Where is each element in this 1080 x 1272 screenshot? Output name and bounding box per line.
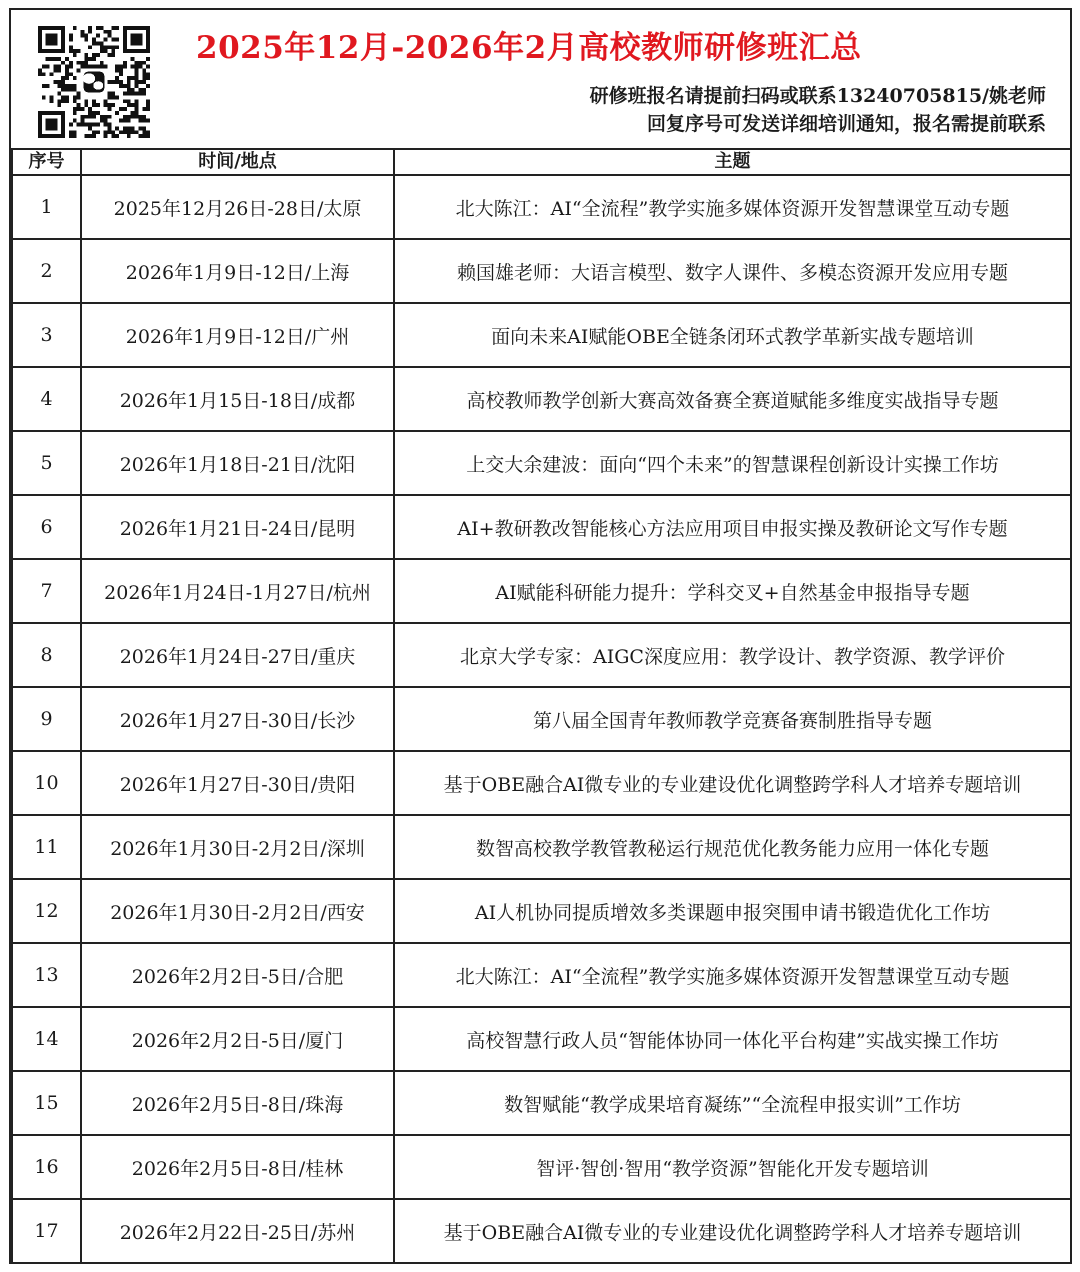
row-topic: 北京大学专家：AIGC深度应用：教学设计、教学资源、教学评价 — [394, 623, 1071, 687]
table-row — [12, 815, 1071, 879]
row-topic: 第八届全国青年教师教学竞赛备赛制胜指导专题 — [394, 687, 1071, 751]
row-date-location: 2026年1月9日-12日/上海 — [81, 239, 394, 303]
table-row — [12, 1199, 1071, 1263]
row-topic: 北大陈江：AI“全流程”教学实施多媒体资源开发智慧课堂互动专题 — [394, 943, 1071, 1007]
table-row — [12, 1007, 1071, 1071]
row-topic: 高校教师教学创新大赛高效备赛全赛道赋能多维度实战指导专题 — [394, 367, 1071, 431]
table-row — [12, 879, 1071, 943]
row-topic: 基于OBE融合AI微专业的专业建设优化调整跨学科人才培养专题培训 — [394, 1199, 1071, 1263]
row-number: 8 — [12, 623, 81, 687]
table-row — [12, 431, 1071, 495]
table-row — [12, 1071, 1071, 1135]
contact-line-2: 回复序号可发送详细培训通知，报名需提前联系 — [646, 113, 1046, 135]
row-date-location: 2026年1月24日-27日/重庆 — [81, 623, 394, 687]
course-table — [11, 148, 1072, 1264]
row-date-location: 2026年2月22日-25日/苏州 — [81, 1199, 394, 1263]
row-date-location: 2026年1月27日-30日/贵阳 — [81, 751, 394, 815]
row-topic: AI+教研教改智能核心方法应用项目申报实操及教研论文写作专题 — [394, 495, 1071, 559]
table-row — [12, 495, 1071, 559]
row-topic: 上交大余建波：面向“四个未来”的智慧课程创新设计实操工作坊 — [394, 431, 1071, 495]
row-date-location: 2026年2月5日-8日/珠海 — [81, 1071, 394, 1135]
row-topic: AI赋能科研能力提升：学科交叉+自然基金申报指导专题 — [394, 559, 1071, 623]
table-row — [12, 175, 1071, 239]
header-topic: 主题 — [394, 149, 1071, 175]
table-row — [12, 303, 1071, 367]
contact-info — [426, 82, 1046, 138]
row-number: 14 — [12, 1007, 81, 1071]
row-number: 15 — [12, 1071, 81, 1135]
row-topic: 赖国雄老师：大语言模型、数字人课件、多模态资源开发应用专题 — [394, 239, 1071, 303]
row-number: 1 — [12, 175, 81, 239]
row-number: 3 — [12, 303, 81, 367]
row-number: 12 — [12, 879, 81, 943]
table-row — [12, 623, 1071, 687]
table-row — [12, 367, 1071, 431]
table-row — [12, 687, 1071, 751]
row-number: 16 — [12, 1135, 81, 1199]
row-number: 11 — [12, 815, 81, 879]
row-number: 5 — [12, 431, 81, 495]
row-date-location: 2026年1月21日-24日/昆明 — [81, 495, 394, 559]
row-date-location: 2026年2月5日-8日/桂林 — [81, 1135, 394, 1199]
row-topic: 数智赋能“教学成果培育凝练”“全流程申报实训”工作坊 — [394, 1071, 1071, 1135]
table-header-row — [12, 149, 1071, 175]
row-topic: 高校智慧行政人员“智能体协同一体化平台构建”实战实操工作坊 — [394, 1007, 1071, 1071]
row-date-location: 2026年2月2日-5日/合肥 — [81, 943, 394, 1007]
row-date-location: 2026年1月15日-18日/成都 — [81, 367, 394, 431]
row-number: 4 — [12, 367, 81, 431]
wechat-qr-code-icon[interactable] — [38, 26, 150, 138]
header-date-location: 时间/地点 — [81, 149, 394, 175]
row-number: 9 — [12, 687, 81, 751]
row-date-location: 2026年1月18日-21日/沈阳 — [81, 431, 394, 495]
row-topic: 数智高校教学教管教秘运行规范优化教务能力应用一体化专题 — [394, 815, 1071, 879]
row-number: 13 — [12, 943, 81, 1007]
row-date-location: 2026年1月27日-30日/长沙 — [81, 687, 394, 751]
row-date-location: 2026年1月30日-2月2日/西安 — [81, 879, 394, 943]
row-number: 17 — [12, 1199, 81, 1263]
table-row — [12, 559, 1071, 623]
row-number: 2 — [12, 239, 81, 303]
table-row — [12, 751, 1071, 815]
row-date-location: 2026年2月2日-5日/厦门 — [81, 1007, 394, 1071]
row-date-location: 2026年1月9日-12日/广州 — [81, 303, 394, 367]
sheet-header — [11, 10, 1070, 148]
header-number: 序号 — [12, 149, 81, 175]
table-row — [12, 1135, 1071, 1199]
row-topic: 基于OBE融合AI微专业的专业建设优化调整跨学科人才培养专题培训 — [394, 751, 1071, 815]
contact-line-1: 研修班报名请提前扫码或联系13240705815/姚老师 — [589, 85, 1046, 107]
row-topic: 北大陈江：AI“全流程”教学实施多媒体资源开发智慧课堂互动专题 — [394, 175, 1071, 239]
row-number: 7 — [12, 559, 81, 623]
row-date-location: 2026年1月30日-2月2日/深圳 — [81, 815, 394, 879]
row-number: 10 — [12, 751, 81, 815]
row-topic: AI人机协同提质增效多类课题申报突围申请书锻造优化工作坊 — [394, 879, 1071, 943]
row-date-location: 2025年12月26日-28日/太原 — [81, 175, 394, 239]
summary-sheet — [9, 8, 1072, 1264]
row-date-location: 2026年1月24日-1月27日/杭州 — [81, 559, 394, 623]
row-topic: 面向未来AI赋能OBE全链条闭环式教学革新实战专题培训 — [394, 303, 1071, 367]
page-title: 2025年12月-2026年2月高校教师研修班汇总 — [196, 30, 862, 66]
table-row — [12, 943, 1071, 1007]
row-topic: 智评·智创·智用“教学资源”智能化开发专题培训 — [394, 1135, 1071, 1199]
table-row — [12, 239, 1071, 303]
row-number: 6 — [12, 495, 81, 559]
